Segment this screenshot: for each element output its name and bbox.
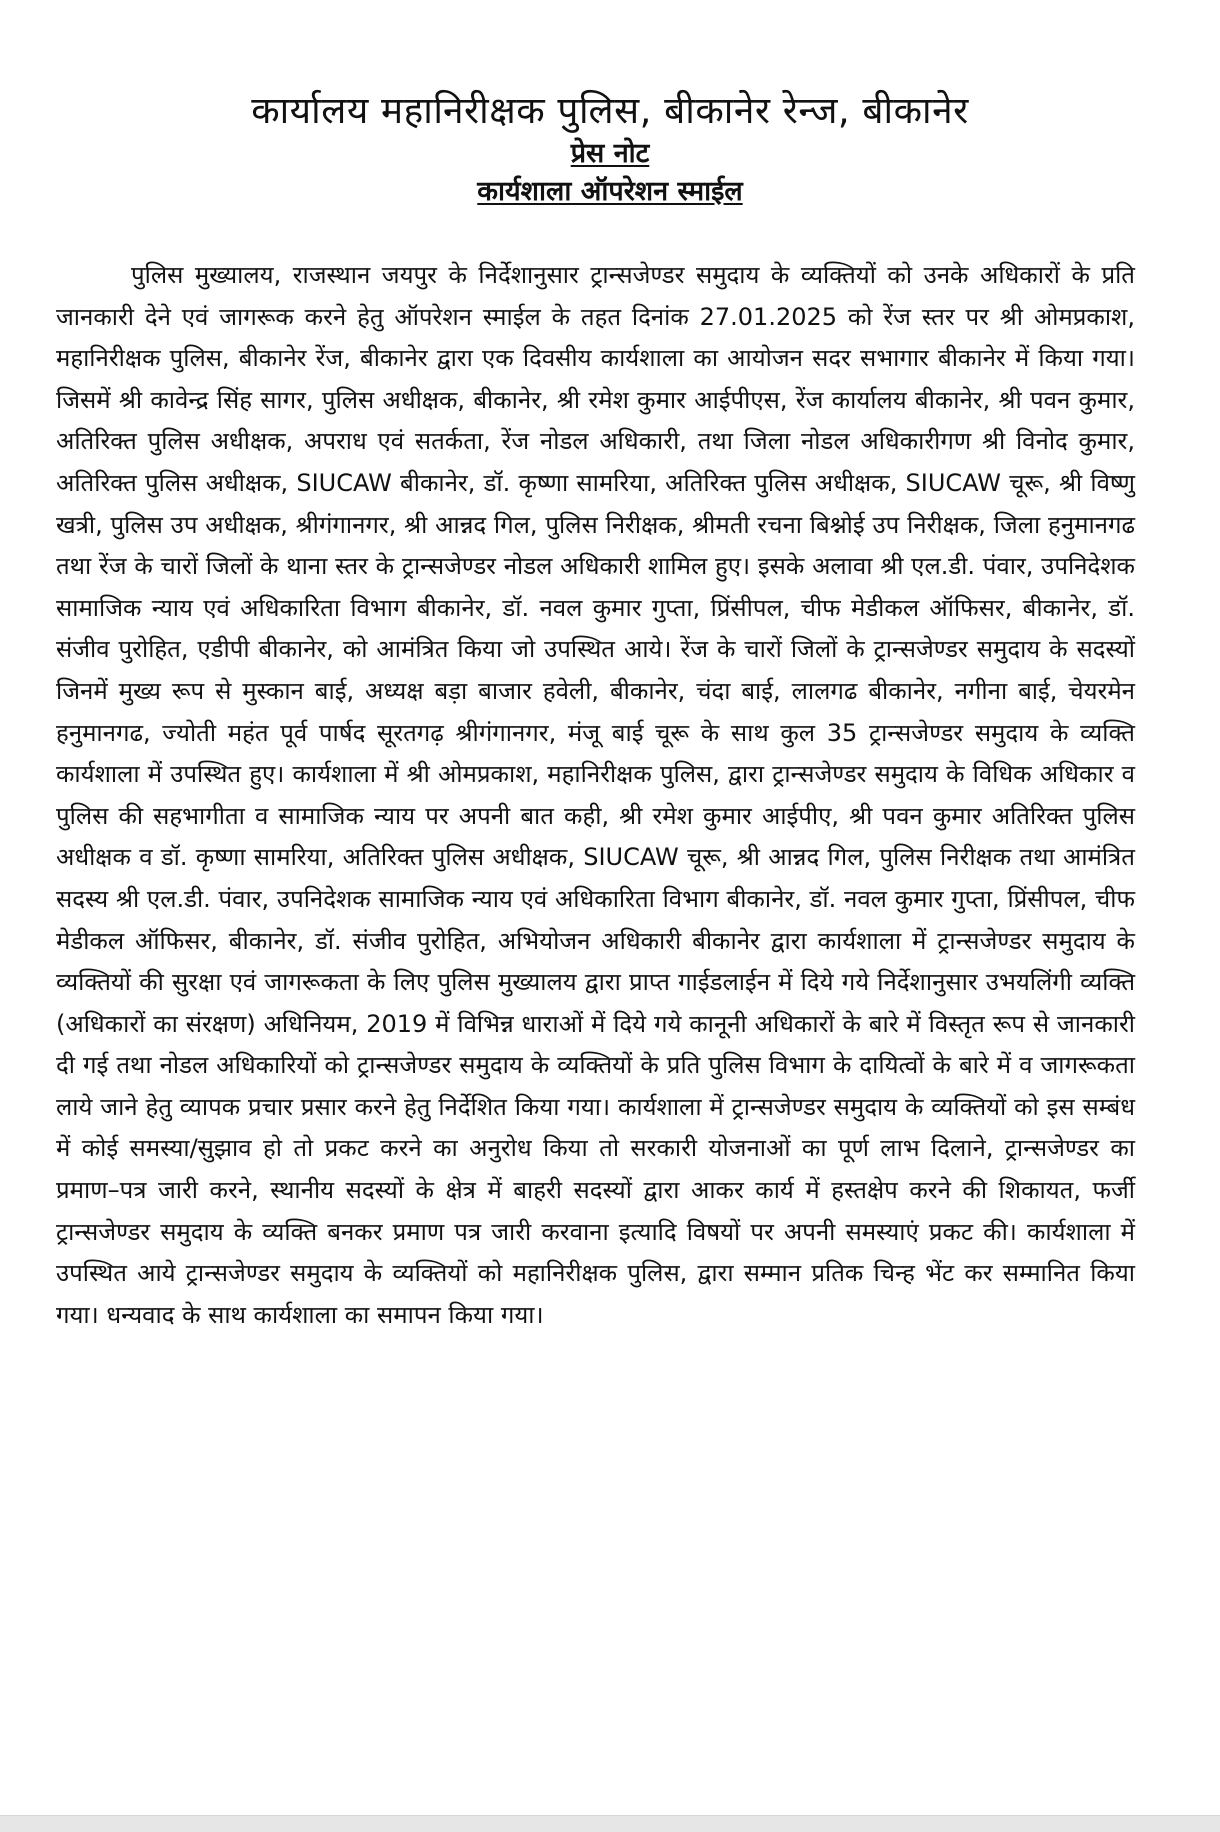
office-title: कार्यालय महानिरीक्षक पुलिस, बीकानेर रेन्ज, बीकानेर	[251, 89, 969, 132]
document-header	[0, 86, 1220, 212]
workshop-title: कार्यशाला ऑपरेशन स्माईल	[477, 176, 743, 207]
press-release-body: पुलिस मुख्यालय, राजस्थान जयपुर के निर्देशानुसार ट्रान्सजेण्डर समुदाय के व्यक्तियों को उनके अधिकारों के प्रति जानकारी देने एवं जागरूक करने हेतु ऑपरेशन स्माईल के तहत दिनांक 27.01.2025 को रेंज स्तर पर श्री ओमप्रकाश, महानिरीक्षक पुलिस, बीकानेर रेंज, बीकानेर द्वारा एक दिवसीय कार्यशाला का आयोजन सदर सभागार बीकानेर में किया गया। जिसमें श्री कावेन्द्र सिंह सागर, पुलिस अधीक्षक, बीकानेर, श्री रमेश कुमार आईपीएस, रेंज कार्यालय बीकानेर, श्री पवन कुमार, अतिरिक्त पुलिस अधीक्षक, अपराध एवं सतर्कता, रेंज नोडल अधिकारी, तथा जिला नोडल अधिकारीगण श्री विनोद कुमार, अतिरिक्त पुलिस अधीक्षक, SIUCAW बीकानेर, डॉ. कृष्णा सामरिया, अतिरिक्त पुलिस अधीक्षक, SIUCAW चूरू, श्री विष्णु खत्री, पुलिस उप अधीक्षक, श्रीगंगानगर, श्री आन्नद गिल, पुलिस निरीक्षक, श्रीमती रचना बिश्नोई उप निरीक्षक, जिला हनुमानगढ तथा रेंज के चारों जिलों के थाना स्तर के ट्रान्सजेण्डर नोडल अधिकारी शामिल हुए। इसके अलावा श्री एल.डी. पंवार, उपनिदेशक सामाजिक न्याय एवं अधिकारिता विभाग बीकानेर, डॉ. नवल कुमार गुप्ता, प्रिंसीपल, चीफ मेडीकल ऑफिसर, बीकानेर, डॉ. संजीव पुरोहित, एडीपी बीकानेर, को आमंत्रित किया जो उपस्थित आये। रेंज के चारों जिलों के ट्रान्सजेण्डर समुदाय के सदस्यों जिनमें मुख्य रूप से मुस्कान बाई, अध्यक्ष बड़ा बाजार हवेली, बीकानेर, चंदा बाई, लालगढ बीकानेर, नगीना बाई, चेयरमेन हनुमानगढ, ज्योती महंत पूर्व पार्षद सूरतगढ़ श्रीगंगानगर, मंजू बाई चूरू के साथ कुल 35 ट्रान्सजेण्डर समुदाय के व्यक्ति कार्यशाला में उपस्थित हुए। कार्यशाला में श्री ओमप्रकाश, महानिरीक्षक पुलिस, द्वारा ट्रान्सजेण्डर समुदाय के विधिक अधिकार व पुलिस की सहभागीता व सामाजिक न्याय पर अपनी बात कही, श्री रमेश कुमार आईपीए, श्री पवन कुमार अतिरिक्त पुलिस अधीक्षक व डॉ. कृष्णा सामरिया, अतिरिक्त पुलिस अधीक्षक, SIUCAW चूरू, श्री आन्नद गिल, पुलिस निरीक्षक तथा आमंत्रित सदस्य श्री एल.डी. पंवार, उपनिदेशक सामाजिक न्याय एवं अधिकारिता विभाग बीकानेर, डॉ. नवल कुमार गुप्ता, प्रिंसीपल, चीफ मेडीकल ऑफिसर, बीकानेर, डॉ. संजीव पुरोहित, अभियोजन अधिकारी बीकानेर द्वारा कार्यशाला में ट्रान्सजेण्डर समुदाय के व्यक्तियों की सुरक्षा एवं जागरूकता के लिए पुलिस मुख्यालय द्वारा प्राप्त गाईडलाईन में दिये गये निर्देशानुसार उभयलिंगी व्यक्ति (अधिकारों का संरक्षण) अधिनियम, 2019 में विभिन्न धाराओं में दिये गये कानूनी अधिकारों के बारे में विस्तृत रूप से जानकारी दी गई तथा नोडल अधिकारियों को ट्रान्सजेण्डर समुदाय के व्यक्तियों के प्रति पुलिस विभाग के दायित्वों के बारे में व जागरूकता लाये जाने हेतु व्यापक प्रचार प्रसार करने हेतु निर्देशित किया गया। कार्यशाला में ट्रान्सजेण्डर समुदाय के व्यक्तियों को इस सम्बंध में कोई समस्या/सुझाव हो तो प्रकट करने का अनुरोध किया तो सरकारी योजनाओं का पूर्ण लाभ दिलाने, ट्रान्सजेण्डर का प्रमाण–पत्र जारी करने, स्थानीय सदस्यों के क्षेत्र में बाहरी सदस्यों द्वारा आकर कार्य में हस्तक्षेप करने की शिकायत, फर्जी ट्रान्सजेण्डर समुदाय के व्यक्ति बनकर प्रमाण पत्र जारी करवाना इत्यादि विषयों पर अपनी समस्याएं प्रकट की। कार्यशाला में उपस्थित आये ट्रान्सजेण्डर समुदाय के व्यक्तियों को महानिरीक्षक पुलिस, द्वारा सम्मान प्रतिक चिन्ह भेंट कर सम्मानित किया गया। धन्यवाद के साथ कार्यशाला का समापन किया गया।	[56, 261, 1135, 1329]
press-note-heading: प्रेस नोट	[570, 138, 650, 169]
viewer-bottom-edge	[0, 1815, 1220, 1832]
